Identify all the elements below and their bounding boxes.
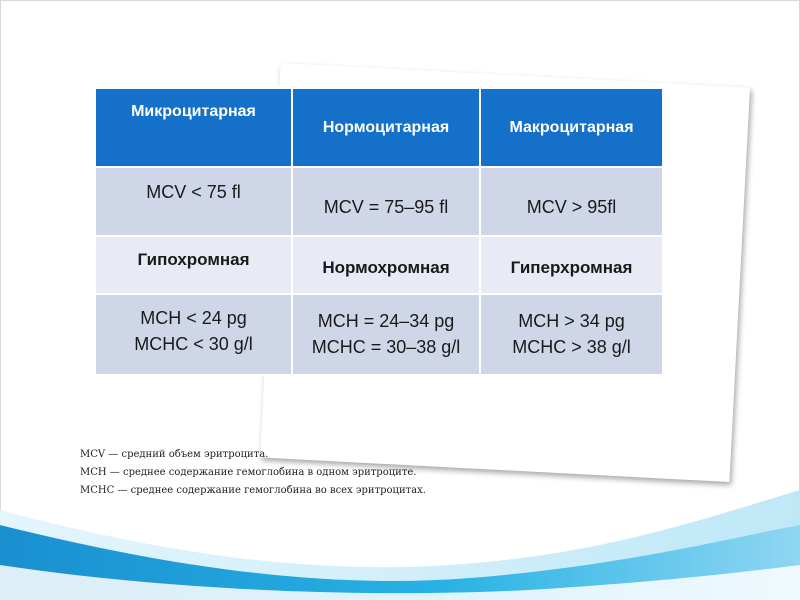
table-row <box>95 236 663 294</box>
mcv-normo: MCV = 75–95 fl <box>292 167 480 236</box>
mchc-macro: MCHC > 38 g/l <box>512 337 631 358</box>
mchc-normo: MCHC = 30–38 g/l <box>311 337 461 358</box>
mch-normo-cell <box>292 294 480 375</box>
footnote-mchc: MCHC — среднее содержание гемоглобина во всех эритроцитах. <box>80 485 426 496</box>
mcv-micro: MCV < 75 fl <box>95 167 292 236</box>
mch-micro-cell <box>95 294 292 375</box>
header-macrocytic: Макроцитарная <box>480 88 663 167</box>
table-row <box>95 294 663 375</box>
mcv-macro: MCV > 95fl <box>480 167 663 236</box>
chrom-normo: Нормохромная <box>292 236 480 294</box>
header-microcytic: Микроцитарная <box>95 88 292 167</box>
anemia-classification-table <box>94 87 664 376</box>
mchc-micro: MCHC < 30 g/l <box>134 334 253 355</box>
footnote-mcv: MCV — средний объем эритроцита. <box>80 449 269 460</box>
table-row <box>95 167 663 236</box>
chrom-hyper: Гиперхромная <box>480 236 663 294</box>
mch-micro: MCH < 24 pg <box>140 308 247 329</box>
chrom-hypo: Гипохромная <box>95 236 292 294</box>
header-normocytic: Нормоцитарная <box>292 88 480 167</box>
footnotes <box>80 446 426 500</box>
mch-macro-cell <box>480 294 663 375</box>
mch-normo: MCH = 24–34 pg <box>317 311 455 332</box>
table-header-row <box>95 88 663 167</box>
mch-macro: MCH > 34 pg <box>518 311 625 332</box>
footnote-mch: MCH — среднее содержание гемоглобина в одном эритроците. <box>80 467 417 478</box>
